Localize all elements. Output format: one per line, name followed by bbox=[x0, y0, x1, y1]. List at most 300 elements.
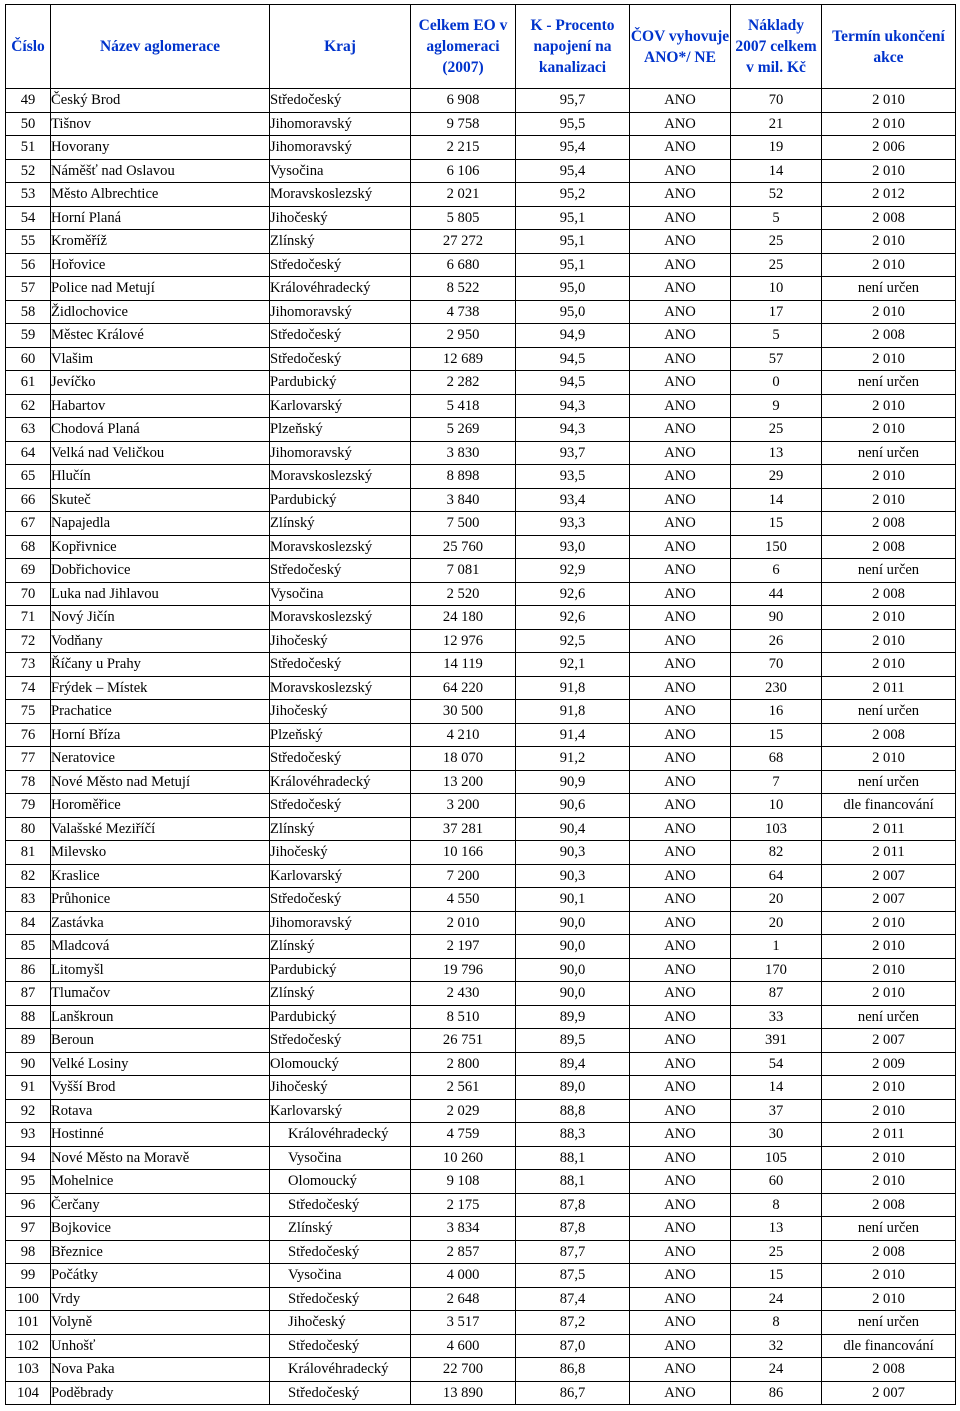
table-row bbox=[6, 347, 956, 371]
cell-celkem-eo: 2 029 bbox=[411, 1099, 516, 1123]
cell-kraj: Jihomoravský bbox=[270, 112, 411, 136]
cell-naklady: 57 bbox=[731, 347, 822, 371]
cell-kraj: Olomoucký bbox=[270, 1170, 411, 1194]
cell-kraj: Plzeňský bbox=[270, 418, 411, 442]
cell-termin: 2 010 bbox=[822, 488, 956, 512]
cell-naklady: 15 bbox=[731, 723, 822, 747]
table-row bbox=[6, 1381, 956, 1405]
cell-nazev: Jevíčko bbox=[51, 371, 270, 395]
cell-nazev: Město Albrechtice bbox=[51, 183, 270, 207]
cell-nazev: Nové Město nad Metují bbox=[51, 770, 270, 794]
cell-k-procento: 89,4 bbox=[516, 1052, 630, 1076]
cell-k-procento: 95,4 bbox=[516, 136, 630, 160]
cell-nazev: Vodňany bbox=[51, 629, 270, 653]
cell-kraj: Vysočina bbox=[270, 1146, 411, 1170]
cell-termin: 2 010 bbox=[822, 629, 956, 653]
cell-nazev: Bojkovice bbox=[51, 1217, 270, 1241]
cell-kraj: Zlínský bbox=[270, 1217, 411, 1241]
cell-naklady: 16 bbox=[731, 700, 822, 724]
cell-k-procento: 94,5 bbox=[516, 371, 630, 395]
cell-termin: není určen bbox=[822, 441, 956, 465]
cell-cov: ANO bbox=[630, 535, 731, 559]
cell-nazev: Kraslice bbox=[51, 864, 270, 888]
cell-termin: 2 006 bbox=[822, 136, 956, 160]
table-row bbox=[6, 512, 956, 536]
cell-k-procento: 90,3 bbox=[516, 841, 630, 865]
table-row bbox=[6, 747, 956, 771]
cell-celkem-eo: 24 180 bbox=[411, 606, 516, 630]
cell-cislo: 98 bbox=[6, 1240, 51, 1264]
cell-naklady: 150 bbox=[731, 535, 822, 559]
cell-cov: ANO bbox=[630, 911, 731, 935]
cell-naklady: 68 bbox=[731, 747, 822, 771]
cell-kraj: Středočeský bbox=[270, 1287, 411, 1311]
cell-cislo: 60 bbox=[6, 347, 51, 371]
table-row bbox=[6, 394, 956, 418]
cell-naklady: 10 bbox=[731, 277, 822, 301]
cell-naklady: 1 bbox=[731, 935, 822, 959]
cell-cislo: 51 bbox=[6, 136, 51, 160]
cell-cov: ANO bbox=[630, 89, 731, 113]
cell-nazev: Rotava bbox=[51, 1099, 270, 1123]
cell-k-procento: 89,9 bbox=[516, 1005, 630, 1029]
cell-nazev: Frýdek – Místek bbox=[51, 676, 270, 700]
cell-cislo: 83 bbox=[6, 888, 51, 912]
cell-kraj: Plzeňský bbox=[270, 723, 411, 747]
cell-naklady: 13 bbox=[731, 1217, 822, 1241]
cell-termin: 2 010 bbox=[822, 394, 956, 418]
cell-cov: ANO bbox=[630, 841, 731, 865]
cell-termin: 2 010 bbox=[822, 253, 956, 277]
cell-celkem-eo: 2 215 bbox=[411, 136, 516, 160]
cell-nazev: Velká nad Veličkou bbox=[51, 441, 270, 465]
cell-termin: není určen bbox=[822, 277, 956, 301]
table-row bbox=[6, 582, 956, 606]
cell-kraj: Středočeský bbox=[270, 89, 411, 113]
cell-naklady: 5 bbox=[731, 324, 822, 348]
cell-nazev: Počátky bbox=[51, 1264, 270, 1288]
cell-termin: 2 007 bbox=[822, 864, 956, 888]
cell-cov: ANO bbox=[630, 1029, 731, 1053]
table-row bbox=[6, 535, 956, 559]
cell-celkem-eo: 7 500 bbox=[411, 512, 516, 536]
cell-termin: 2 008 bbox=[822, 723, 956, 747]
cell-cislo: 61 bbox=[6, 371, 51, 395]
table-row bbox=[6, 441, 956, 465]
cell-cislo: 53 bbox=[6, 183, 51, 207]
cell-kraj: Jihočeský bbox=[270, 841, 411, 865]
cell-termin: 2 010 bbox=[822, 653, 956, 677]
cell-naklady: 20 bbox=[731, 911, 822, 935]
cell-kraj: Moravskoslezský bbox=[270, 676, 411, 700]
header-kraj: Kraj bbox=[270, 5, 411, 89]
cell-cov: ANO bbox=[630, 1381, 731, 1405]
cell-termin: není určen bbox=[822, 770, 956, 794]
cell-celkem-eo: 12 689 bbox=[411, 347, 516, 371]
table-row bbox=[6, 911, 956, 935]
cell-celkem-eo: 25 760 bbox=[411, 535, 516, 559]
cell-cov: ANO bbox=[630, 512, 731, 536]
cell-celkem-eo: 10 166 bbox=[411, 841, 516, 865]
cell-kraj: Středočeský bbox=[270, 1334, 411, 1358]
cell-termin: 2 008 bbox=[822, 206, 956, 230]
cell-kraj: Zlínský bbox=[270, 817, 411, 841]
cell-termin: 2 010 bbox=[822, 1099, 956, 1123]
cell-cislo: 65 bbox=[6, 465, 51, 489]
cell-nazev: Chodová Planá bbox=[51, 418, 270, 442]
cell-cislo: 85 bbox=[6, 935, 51, 959]
cell-naklady: 82 bbox=[731, 841, 822, 865]
cell-naklady: 103 bbox=[731, 817, 822, 841]
cell-celkem-eo: 5 418 bbox=[411, 394, 516, 418]
cell-kraj: Pardubický bbox=[270, 958, 411, 982]
cell-naklady: 15 bbox=[731, 1264, 822, 1288]
cell-termin: 2 008 bbox=[822, 324, 956, 348]
cell-nazev: Horní Bříza bbox=[51, 723, 270, 747]
cell-termin: 2 010 bbox=[822, 1264, 956, 1288]
cell-kraj: Středočeský bbox=[270, 1029, 411, 1053]
cell-k-procento: 87,2 bbox=[516, 1311, 630, 1335]
cell-celkem-eo: 13 200 bbox=[411, 770, 516, 794]
cell-termin: 2 007 bbox=[822, 1381, 956, 1405]
header-row bbox=[6, 5, 956, 89]
cell-celkem-eo: 4 550 bbox=[411, 888, 516, 912]
table-row bbox=[6, 136, 956, 160]
cell-celkem-eo: 4 000 bbox=[411, 1264, 516, 1288]
cell-naklady: 44 bbox=[731, 582, 822, 606]
cell-cov: ANO bbox=[630, 277, 731, 301]
cell-naklady: 0 bbox=[731, 371, 822, 395]
table-row bbox=[6, 888, 956, 912]
cell-cov: ANO bbox=[630, 183, 731, 207]
cell-celkem-eo: 2 282 bbox=[411, 371, 516, 395]
cell-kraj: Jihočeský bbox=[270, 206, 411, 230]
cell-nazev: Velké Losiny bbox=[51, 1052, 270, 1076]
cell-cov: ANO bbox=[630, 1217, 731, 1241]
cell-naklady: 13 bbox=[731, 441, 822, 465]
cell-naklady: 230 bbox=[731, 676, 822, 700]
cell-cov: ANO bbox=[630, 1287, 731, 1311]
cell-celkem-eo: 3 830 bbox=[411, 441, 516, 465]
cell-k-procento: 94,9 bbox=[516, 324, 630, 348]
cell-celkem-eo: 64 220 bbox=[411, 676, 516, 700]
cell-termin: není určen bbox=[822, 1217, 956, 1241]
table-row bbox=[6, 864, 956, 888]
cell-nazev: Kopřivnice bbox=[51, 535, 270, 559]
cell-termin: 2 008 bbox=[822, 1358, 956, 1382]
cell-nazev: Habartov bbox=[51, 394, 270, 418]
cell-termin: 2 011 bbox=[822, 817, 956, 841]
cell-cov: ANO bbox=[630, 465, 731, 489]
cell-naklady: 25 bbox=[731, 230, 822, 254]
cell-nazev: Náměšť nad Oslavou bbox=[51, 159, 270, 183]
cell-cov: ANO bbox=[630, 1193, 731, 1217]
cell-cov: ANO bbox=[630, 1052, 731, 1076]
cell-cislo: 103 bbox=[6, 1358, 51, 1382]
cell-k-procento: 89,0 bbox=[516, 1076, 630, 1100]
cell-cov: ANO bbox=[630, 982, 731, 1006]
cell-kraj: Pardubický bbox=[270, 1005, 411, 1029]
cell-nazev: Nový Jičín bbox=[51, 606, 270, 630]
cell-nazev: Vrdy bbox=[51, 1287, 270, 1311]
cell-cov: ANO bbox=[630, 418, 731, 442]
table-row bbox=[6, 206, 956, 230]
cell-termin: 2 010 bbox=[822, 347, 956, 371]
cell-k-procento: 92,6 bbox=[516, 606, 630, 630]
cell-termin: 2 010 bbox=[822, 958, 956, 982]
table-row bbox=[6, 841, 956, 865]
cell-kraj: Jihočeský bbox=[270, 700, 411, 724]
table-row bbox=[6, 230, 956, 254]
cell-cov: ANO bbox=[630, 794, 731, 818]
cell-nazev: Kroměříž bbox=[51, 230, 270, 254]
cell-kraj: Jihomoravský bbox=[270, 911, 411, 935]
cell-naklady: 14 bbox=[731, 1076, 822, 1100]
cell-k-procento: 88,3 bbox=[516, 1123, 630, 1147]
cell-cov: ANO bbox=[630, 1240, 731, 1264]
cell-cov: ANO bbox=[630, 300, 731, 324]
cell-k-procento: 88,8 bbox=[516, 1099, 630, 1123]
cell-naklady: 8 bbox=[731, 1311, 822, 1335]
cell-nazev: Židlochovice bbox=[51, 300, 270, 324]
cell-cislo: 95 bbox=[6, 1170, 51, 1194]
cell-termin: 2 010 bbox=[822, 300, 956, 324]
cell-cov: ANO bbox=[630, 1099, 731, 1123]
cell-cov: ANO bbox=[630, 1264, 731, 1288]
cell-naklady: 54 bbox=[731, 1052, 822, 1076]
cell-celkem-eo: 18 070 bbox=[411, 747, 516, 771]
cell-celkem-eo: 2 520 bbox=[411, 582, 516, 606]
header-naklady: Náklady 2007 celkem v mil. Kč bbox=[731, 5, 822, 89]
cell-kraj: Středočeský bbox=[270, 253, 411, 277]
cell-cislo: 55 bbox=[6, 230, 51, 254]
cell-naklady: 25 bbox=[731, 1240, 822, 1264]
cell-naklady: 86 bbox=[731, 1381, 822, 1405]
cell-cov: ANO bbox=[630, 817, 731, 841]
cell-k-procento: 90,1 bbox=[516, 888, 630, 912]
cell-celkem-eo: 8 522 bbox=[411, 277, 516, 301]
cell-termin: není určen bbox=[822, 371, 956, 395]
cell-termin: 2 010 bbox=[822, 418, 956, 442]
cell-cov: ANO bbox=[630, 441, 731, 465]
cell-nazev: Luka nad Jihlavou bbox=[51, 582, 270, 606]
cell-kraj: Královéhradecký bbox=[270, 277, 411, 301]
table-row bbox=[6, 253, 956, 277]
header-cov: ČOV vyhovuje ANO*/ NE bbox=[630, 5, 731, 89]
cell-k-procento: 91,8 bbox=[516, 700, 630, 724]
cell-naklady: 8 bbox=[731, 1193, 822, 1217]
cell-cislo: 100 bbox=[6, 1287, 51, 1311]
cell-naklady: 14 bbox=[731, 488, 822, 512]
cell-k-procento: 91,8 bbox=[516, 676, 630, 700]
table-row bbox=[6, 1217, 956, 1241]
cell-celkem-eo: 13 890 bbox=[411, 1381, 516, 1405]
table-row bbox=[6, 1029, 956, 1053]
cell-naklady: 29 bbox=[731, 465, 822, 489]
cell-nazev: Hostinné bbox=[51, 1123, 270, 1147]
cell-cov: ANO bbox=[630, 958, 731, 982]
cell-naklady: 33 bbox=[731, 1005, 822, 1029]
cell-k-procento: 93,7 bbox=[516, 441, 630, 465]
cell-kraj: Jihomoravský bbox=[270, 300, 411, 324]
header-celkem-eo: Celkem EO v aglomeraci (2007) bbox=[411, 5, 516, 89]
cell-kraj: Královéhradecký bbox=[270, 1358, 411, 1382]
cell-k-procento: 91,2 bbox=[516, 747, 630, 771]
cell-nazev: Mohelnice bbox=[51, 1170, 270, 1194]
cell-cov: ANO bbox=[630, 112, 731, 136]
cell-celkem-eo: 14 119 bbox=[411, 653, 516, 677]
cell-naklady: 30 bbox=[731, 1123, 822, 1147]
cell-naklady: 26 bbox=[731, 629, 822, 653]
cell-naklady: 14 bbox=[731, 159, 822, 183]
cell-k-procento: 90,6 bbox=[516, 794, 630, 818]
cell-cislo: 58 bbox=[6, 300, 51, 324]
cell-celkem-eo: 2 648 bbox=[411, 1287, 516, 1311]
cell-celkem-eo: 3 834 bbox=[411, 1217, 516, 1241]
cell-k-procento: 90,4 bbox=[516, 817, 630, 841]
cell-celkem-eo: 7 081 bbox=[411, 559, 516, 583]
cell-cov: ANO bbox=[630, 653, 731, 677]
cell-termin: 2 008 bbox=[822, 1193, 956, 1217]
cell-cislo: 74 bbox=[6, 676, 51, 700]
cell-cov: ANO bbox=[630, 1076, 731, 1100]
cell-k-procento: 90,0 bbox=[516, 935, 630, 959]
cell-cov: ANO bbox=[630, 324, 731, 348]
cell-naklady: 7 bbox=[731, 770, 822, 794]
cell-cov: ANO bbox=[630, 723, 731, 747]
cell-nazev: Vlašim bbox=[51, 347, 270, 371]
cell-celkem-eo: 26 751 bbox=[411, 1029, 516, 1053]
cell-naklady: 5 bbox=[731, 206, 822, 230]
cell-cov: ANO bbox=[630, 347, 731, 371]
cell-cov: ANO bbox=[630, 582, 731, 606]
cell-celkem-eo: 19 796 bbox=[411, 958, 516, 982]
cell-cislo: 104 bbox=[6, 1381, 51, 1405]
cell-kraj: Jihomoravský bbox=[270, 441, 411, 465]
cell-kraj: Středočeský bbox=[270, 347, 411, 371]
cell-naklady: 37 bbox=[731, 1099, 822, 1123]
cell-naklady: 391 bbox=[731, 1029, 822, 1053]
cell-termin: 2 010 bbox=[822, 159, 956, 183]
cell-cislo: 68 bbox=[6, 535, 51, 559]
cell-cislo: 86 bbox=[6, 958, 51, 982]
table-row bbox=[6, 1099, 956, 1123]
cell-nazev: Březnice bbox=[51, 1240, 270, 1264]
cell-termin: dle financování bbox=[822, 1334, 956, 1358]
cell-nazev: Tlumačov bbox=[51, 982, 270, 1006]
cell-kraj: Středočeský bbox=[270, 559, 411, 583]
cell-celkem-eo: 6 106 bbox=[411, 159, 516, 183]
cell-nazev: Milevsko bbox=[51, 841, 270, 865]
cell-naklady: 105 bbox=[731, 1146, 822, 1170]
cell-termin: 2 010 bbox=[822, 606, 956, 630]
cell-cislo: 72 bbox=[6, 629, 51, 653]
table-header bbox=[6, 5, 956, 89]
cell-k-procento: 93,4 bbox=[516, 488, 630, 512]
cell-k-procento: 87,4 bbox=[516, 1287, 630, 1311]
cell-k-procento: 92,5 bbox=[516, 629, 630, 653]
cell-naklady: 17 bbox=[731, 300, 822, 324]
table-row bbox=[6, 723, 956, 747]
cell-termin: 2 010 bbox=[822, 465, 956, 489]
cell-cislo: 49 bbox=[6, 89, 51, 113]
cell-k-procento: 95,0 bbox=[516, 277, 630, 301]
cell-k-procento: 91,4 bbox=[516, 723, 630, 747]
cell-naklady: 32 bbox=[731, 1334, 822, 1358]
cell-kraj: Zlínský bbox=[270, 982, 411, 1006]
table-row bbox=[6, 1146, 956, 1170]
cell-termin: není určen bbox=[822, 1311, 956, 1335]
cell-k-procento: 94,5 bbox=[516, 347, 630, 371]
cell-k-procento: 87,8 bbox=[516, 1193, 630, 1217]
table-row bbox=[6, 1193, 956, 1217]
cell-kraj: Středočeský bbox=[270, 747, 411, 771]
table-row bbox=[6, 700, 956, 724]
cell-termin: 2 008 bbox=[822, 1240, 956, 1264]
cell-termin: 2 010 bbox=[822, 911, 956, 935]
cell-cislo: 89 bbox=[6, 1029, 51, 1053]
cell-cislo: 79 bbox=[6, 794, 51, 818]
table-row bbox=[6, 606, 956, 630]
cell-celkem-eo: 27 272 bbox=[411, 230, 516, 254]
cell-nazev: Hořovice bbox=[51, 253, 270, 277]
table-row bbox=[6, 559, 956, 583]
cell-termin: není určen bbox=[822, 559, 956, 583]
cell-termin: 2 010 bbox=[822, 89, 956, 113]
cell-nazev: Poděbrady bbox=[51, 1381, 270, 1405]
cell-kraj: Moravskoslezský bbox=[270, 465, 411, 489]
cell-cislo: 50 bbox=[6, 112, 51, 136]
cell-cislo: 82 bbox=[6, 864, 51, 888]
cell-cov: ANO bbox=[630, 629, 731, 653]
cell-kraj: Vysočina bbox=[270, 1264, 411, 1288]
cell-celkem-eo: 7 200 bbox=[411, 864, 516, 888]
table-row bbox=[6, 935, 956, 959]
cell-celkem-eo: 6 680 bbox=[411, 253, 516, 277]
cell-termin: 2 008 bbox=[822, 512, 956, 536]
cell-cislo: 54 bbox=[6, 206, 51, 230]
cell-cislo: 69 bbox=[6, 559, 51, 583]
table-row bbox=[6, 277, 956, 301]
cell-nazev: Nova Paka bbox=[51, 1358, 270, 1382]
table-row bbox=[6, 817, 956, 841]
cell-k-procento: 92,6 bbox=[516, 582, 630, 606]
cell-celkem-eo: 6 908 bbox=[411, 89, 516, 113]
cell-termin: 2 012 bbox=[822, 183, 956, 207]
cell-cislo: 75 bbox=[6, 700, 51, 724]
cell-celkem-eo: 10 260 bbox=[411, 1146, 516, 1170]
cell-k-procento: 90,0 bbox=[516, 982, 630, 1006]
cell-kraj: Středočeský bbox=[270, 1381, 411, 1405]
cell-celkem-eo: 4 600 bbox=[411, 1334, 516, 1358]
cell-nazev: Horoměřice bbox=[51, 794, 270, 818]
cell-cislo: 78 bbox=[6, 770, 51, 794]
cell-termin: 2 010 bbox=[822, 112, 956, 136]
cell-termin: 2 010 bbox=[822, 1170, 956, 1194]
cell-celkem-eo: 3 840 bbox=[411, 488, 516, 512]
cell-k-procento: 93,3 bbox=[516, 512, 630, 536]
cell-cislo: 99 bbox=[6, 1264, 51, 1288]
cell-kraj: Středočeský bbox=[270, 794, 411, 818]
cell-naklady: 20 bbox=[731, 888, 822, 912]
cell-celkem-eo: 9 758 bbox=[411, 112, 516, 136]
cell-termin: není určen bbox=[822, 700, 956, 724]
cell-kraj: Jihočeský bbox=[270, 629, 411, 653]
cell-kraj: Karlovarský bbox=[270, 864, 411, 888]
cell-naklady: 90 bbox=[731, 606, 822, 630]
cell-nazev: Volyně bbox=[51, 1311, 270, 1335]
cell-naklady: 87 bbox=[731, 982, 822, 1006]
